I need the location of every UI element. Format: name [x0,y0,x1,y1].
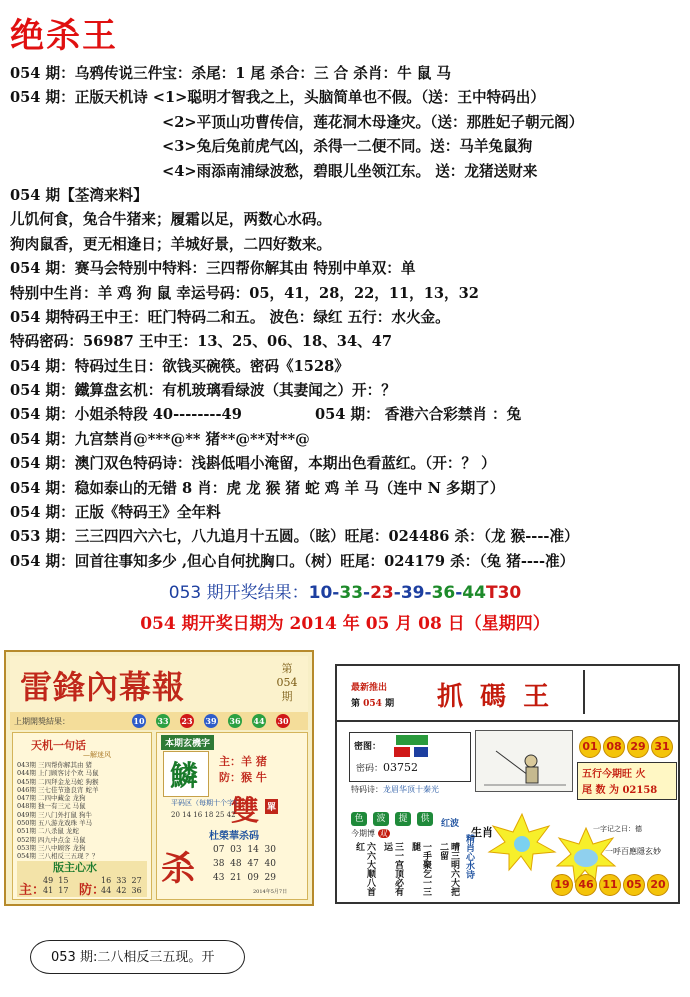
tianji-panel [12,732,152,900]
prediction-line-text: 054 期【荃湾来料】 [10,186,148,204]
prediction-line-text: 054 期：特码过生日：欲钱买碗筷。密码《1528》 [10,357,349,375]
prediction-line-text: 054 期：澳门双色特码诗：浅斟低唱小淹留，本期出色看蓝红。（开：？ ） [10,455,496,473]
prediction-line-text: 054 期：稳如泰山的无错 8 肖：虎 龙 猴 猪 蛇 鸡 羊 马（连中 N 多期了） [10,479,505,497]
left-ball: 30 [277,716,289,726]
result-number: 10 [308,583,333,603]
zm-issue-number: 054 [363,699,382,709]
tianji-row: 043期 三四帮你解其由 猪 [17,761,93,769]
secret-label: 密图： [354,742,382,752]
prediction-line-text: 特码密码：56987 王中王：13、25、06、18、34、47 [10,333,393,351]
secret-box [349,732,471,782]
prediction-line-text: 054 期：赛马会特别中特料：三四帮你解其由 特别中单双：单 [10,260,416,278]
last-result-label: 上期開獎結果： [14,717,70,726]
zm-bottom-ball: 19 [551,874,573,896]
result-numbers [309,583,522,603]
prediction-line [10,550,685,574]
prediction-line-text: 狗肉鼠香，更无相逢日；羊城好景，二四好数来。 [10,235,332,253]
secret-block-red [394,747,410,757]
tianji-subheading: —解迷风 [83,751,111,759]
result-separator: - [455,583,463,603]
prediction-line [10,403,685,427]
zm-bottom-ball: 05 [623,874,645,896]
zm-bottom-ball: 11 [599,874,621,896]
prediction-line-text: <3>兔后兔前虎气凶，杀得一二便不同。送：马羊兔鼠狗 [162,138,533,156]
tianji-row: 047期 二四中藏金 龙狗 [17,794,86,803]
prediction-line [10,86,685,110]
shama-rows [213,843,276,885]
page-title: 绝杀王 [10,16,118,56]
zm-issue-suffix: 期 [385,699,395,709]
tianji-rows [17,761,99,861]
shama-row: 38 48 47 40 [213,859,276,869]
zm-verse-col: 六六大顺八首红 [354,842,375,896]
poem-text: 龙眉华顶十秦光 [383,785,439,794]
left-ball: 33 [157,716,169,726]
shama-row: 07 03 14 30 [213,845,276,855]
zm-bottom-ball: 46 [575,874,597,896]
result-number: 44 [462,583,486,603]
tianji-row: 045期 二四拜金龙马蛇 狗猴 [17,777,99,786]
fang-label: 防： [79,883,106,898]
newest-badge: 最新推出 [351,683,388,693]
prediction-line [10,525,685,549]
fisherman-icon [476,731,572,791]
left-ball: 44 [253,716,265,726]
result-separator: - [332,583,340,603]
extra-verse: 精肖心水诗 [464,834,474,879]
prediction-line [10,428,685,452]
fang-numbers: 16 33 27 44 42 36 [101,876,142,895]
issue-number: 054 [276,676,298,689]
report-title: 雷鋒內幕報 [20,668,186,706]
zm-hr [337,720,678,722]
secret-block-blue [414,747,428,757]
prediction-line [10,379,685,403]
prediction-line [10,355,685,379]
zm-tag: 提 [395,812,411,826]
prediction-line [10,452,685,476]
code-value: 03752 [383,761,419,774]
zm-tag: 波 [373,812,389,826]
report-date: 2014年5月7日 [253,889,288,895]
shama-row: 43 21 09 29 [213,873,276,883]
prediction-line-text: 054 期特码王中王：旺门特码二和五。 波色：绿红 五行：水火金。 [10,308,450,326]
tianji-row: 046期 三七佳节逢良宵 蛇羊 [17,785,99,794]
tianji-row: 052期 四九中点金 马鼠 [17,835,86,844]
poem-label: 特码诗： [351,785,383,794]
prediction-line [10,160,685,184]
prediction-line-text: <4>雨添南浦绿波愁，碧眼儿坐领江东。 送：龙猪送财来 [162,162,538,180]
zm-verse-col: 晴三明六大把二留 [438,842,459,896]
pingma-numbers: 20 14 16 18 25 42 [171,811,236,819]
zm-top-ball: 31 [651,736,673,758]
note-cloud: 053 期:二八相反三五现。开 [30,940,245,974]
prediction-line-text: 054 期：九宫禁肖@***@** 猪**@**对**@ [10,430,310,448]
zhuama-wang-image [335,664,680,904]
prediction-line [10,233,685,257]
report-header [10,656,308,712]
left-ball: 23 [181,716,193,726]
sun-burst-icon [487,812,557,872]
left-ball: 10 [133,716,145,726]
zm-issue [351,696,394,709]
result-number: 39 [400,583,425,603]
prediction-line [10,306,685,330]
tianji-row: 053期 三八中顾客 龙狗 [17,843,86,852]
zm-top-ball: 08 [603,736,625,758]
issue-label: 第 [281,662,293,675]
xuanji-zhu: 主：羊 猪 [219,755,267,768]
xuanji-char-box [163,751,209,797]
jinqi-row [351,828,390,839]
result-separator: - [424,583,432,603]
xuanji-panel [156,732,308,900]
secret-bar-green [396,735,428,745]
zm-verse-col: 三一宫顶必有运 [382,842,403,896]
tianji-row: 054期 三八相反三五现 ？？ [17,852,99,861]
tail-text: 尾 数 为 02158 [582,785,658,796]
zm-tag: 供 [417,812,433,826]
prediction-line [10,501,685,525]
left-ball: 36 [229,716,241,726]
prediction-line-text: 054 期：回首往事知多少 ,但心自何扰胸口。（树）旺尾：024179 杀：（兔 猪----准） [10,552,575,570]
sha-char: 杀 [161,849,195,889]
xuanji-char: 鱗 [170,759,199,792]
prediction-line [10,208,685,232]
zm-top-ball: 01 [579,736,601,758]
prediction-line-text: 054 期：乌鸦传说三件宝：杀尾：1 尾 杀合：三 合 杀肖：牛 鼠 马 [10,65,452,82]
fishing-illustration [475,730,573,792]
issue-suffix: 期 [281,690,293,703]
result-number: 23 [370,583,394,603]
tag-value: 红波 [441,819,460,829]
result-special: T30 [485,583,522,603]
banzhu-label: 版主心水 [53,861,97,874]
dan-tag: 單 [265,799,278,814]
result-number: 33 [339,583,364,603]
zm-title: 抓 碼 王 [437,682,554,712]
result-label: 053 期开奖结果： [168,583,309,603]
zm-issue-prefix: 第 [351,699,361,709]
prediction-line-text: 054 期：正版《特码王》全年料 [10,504,221,522]
code-row [356,761,418,774]
yiju-label: 一字记之曰：德 [593,825,642,833]
tianji-row: 048期 独一有三元 马鼠 [17,802,86,811]
prediction-lines [10,62,685,574]
draw-result [0,578,690,603]
prediction-line-text: 054 期：正版天机诗 <1>聪明才智我之上，头脑简单也不假。（送：王中特码出） [10,89,545,107]
yiju-verse: 一呼百應隱玄妙 [605,847,661,856]
tianji-row: 049期 三八门外打鼠 狗牛 [17,810,93,819]
prediction-line [10,257,685,281]
zm-tag: 色 [351,812,367,826]
prediction-line-text: <2>平顶山功曹传信，莲花洞木母逢灾。（送：那胜妃子朝元阁） [162,113,584,131]
zhu-numbers: 49 15 41 17 [43,876,69,895]
prediction-line [10,135,685,159]
prediction-line-text: 特别中生肖：羊 鸡 狗 鼠 幸运号码：05，41，28，22，11，13，32 [10,284,479,302]
jinqi-label: 今期博 [351,829,375,838]
prediction-line-right: 054 期： 香港六合彩禁肖 ：兔 [315,406,522,424]
jinqi-value: 双 [379,829,388,838]
shuang-char: 雙 [231,794,260,827]
prediction-line [10,184,685,208]
wuxing-text: 五行今期旺 火 [582,769,646,780]
tianji-row: 050期 五八游龙戏珠 羊马 [17,819,93,828]
prediction-line [10,62,685,86]
zm-top-ball: 29 [627,736,649,758]
tianji-row: 044期 上门顾客讨个欢 马鼠 [17,769,99,778]
xuanji-fang: 防：猴 牛 [219,771,267,784]
wuxing-box [577,762,677,800]
pingma-label: 平码区（每期十个字） [171,799,241,807]
zm-divider [583,670,585,714]
prediction-line [10,282,685,306]
banzhu-box [17,861,147,897]
prediction-line [10,330,685,354]
poem-row [351,784,439,795]
zm-bottom-ball: 20 [647,874,669,896]
report-issue [276,662,298,704]
leifeng-report-image [4,650,314,906]
zm-verse-col: 一手聚乞一三腿 [410,842,431,896]
zhu-label: 主： [19,883,46,898]
tianji-heading: 天机一句话 [31,739,86,752]
result-separator: - [393,583,401,603]
code-label: 密码： [356,764,384,774]
prediction-line [10,111,685,135]
prediction-line-text: 054 期：鐵算盘玄机：有机玻璃看绿波（其妻闻之）开：？ [10,382,396,400]
last-result-row [10,712,308,730]
result-separator: - [363,583,371,603]
prediction-line-text: 儿饥何食，兔合牛猪来；履霜以足，两数心水码。 [10,211,332,229]
xuanji-heading: 本期玄機字 [161,735,214,750]
shama-title: 杜榮華杀码 [209,831,259,842]
shengxiao-label: 生肖 [471,826,493,839]
prediction-line-text: 053 期：三三四四六六七，八九追月十五圆。（眩）旺尾：024486 杀：（龙 猴----准） [10,528,579,546]
prediction-line [10,477,685,501]
result-number: 36 [431,583,456,603]
next-draw-date: 054 期开奖日期为 2014 年 05 月 08 日（星期四） [140,614,550,634]
tianji-row: 051期 二八杀鼠 龙蛇 [17,827,80,836]
left-ball: 39 [205,716,217,726]
prediction-line-text: 054 期：小姐杀特段 40--------49 [10,406,242,424]
